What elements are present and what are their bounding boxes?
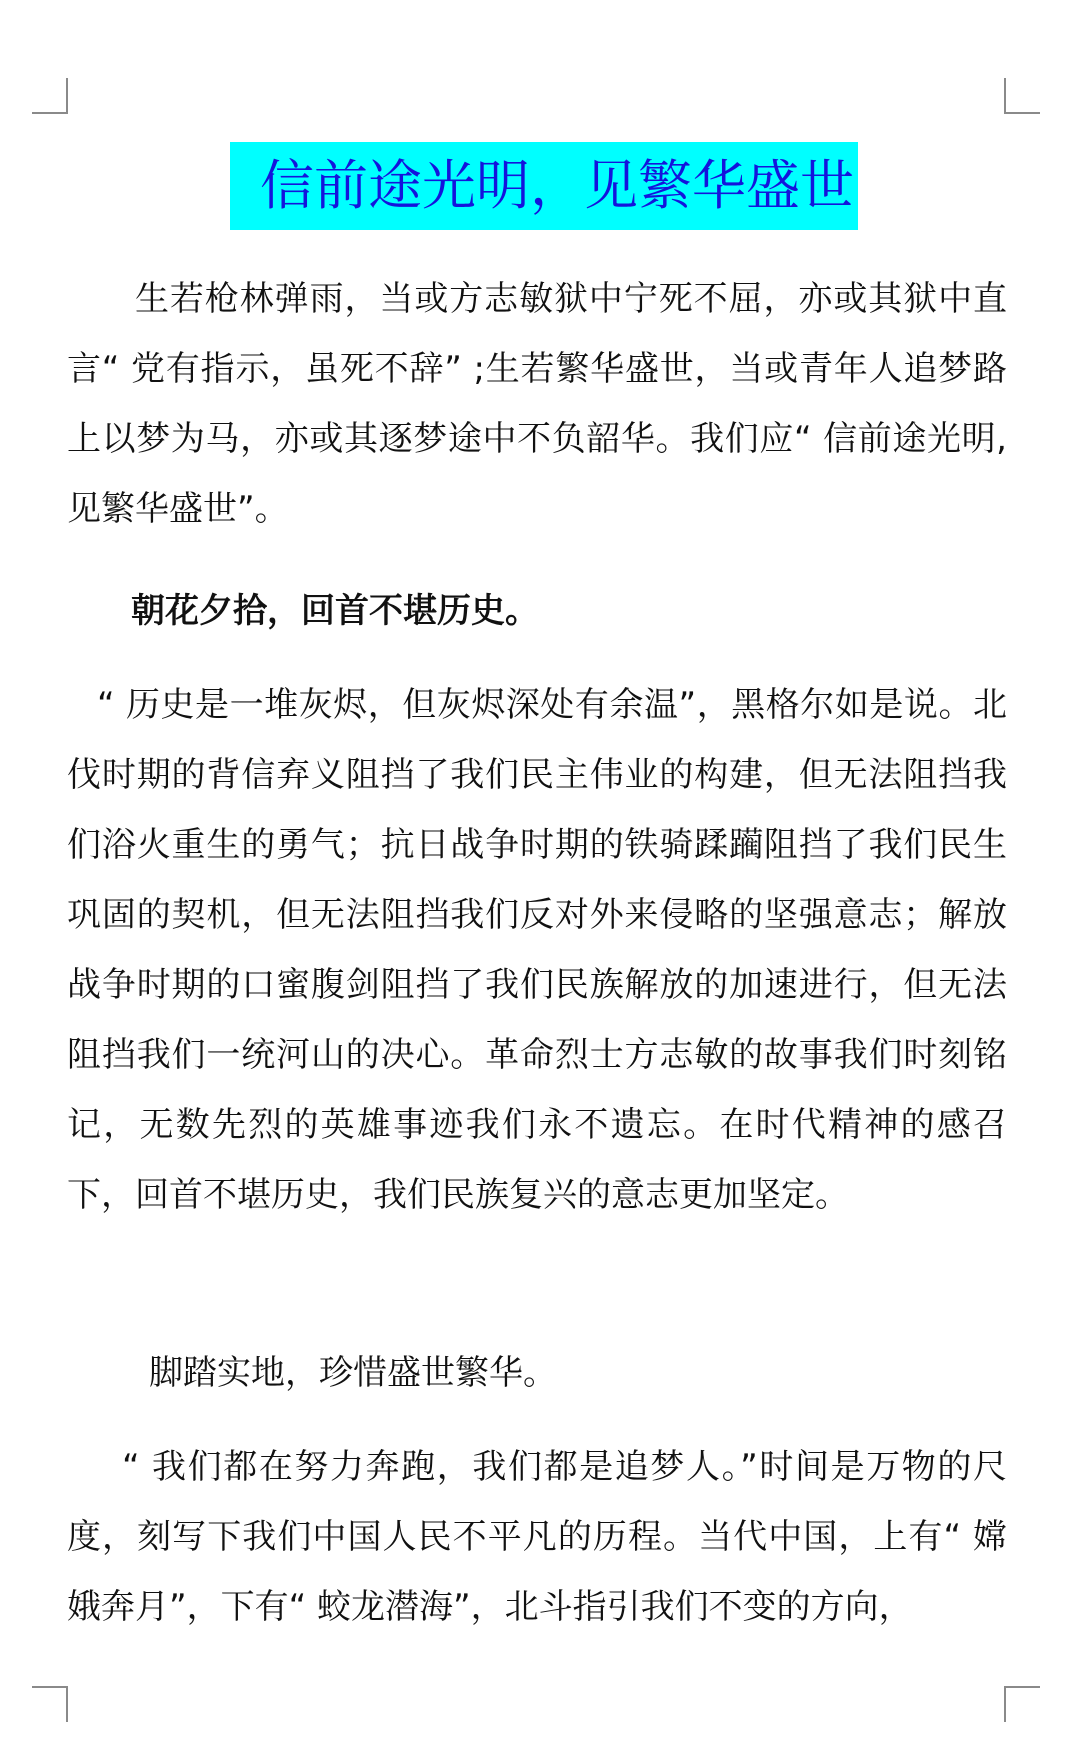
paragraph-history: “ 历史是一堆灰烬，但灰烬深处有余温”，黑格尔如是说。北伐时期的背信弃义阻挡了我们民主伟业的构建，但无法阻挡我们浴火重生的勇气；抗日战争时期的铁骑蹂躏阻挡了我们民生巩固的契机，但无法阻挡我们反对外来侵略的坚强意志；解放战争时期的口蜜腹剑阻挡了我们民族解放的加速进行，但无法阻挡我们一统河山的决心。革命烈士方志敏的故事我们时刻铭记，无数先烈的英雄事迹我们永不遗忘。在时代精神的感召下，回首不堪历史，我们民族复兴的意志更加坚定。: [67, 685, 1007, 1215]
corner-mark-bottom-left: [32, 1686, 68, 1722]
document-title: 信前途光明，见繁华盛世: [230, 142, 858, 230]
corner-mark-bottom-right: [1004, 1686, 1040, 1722]
section-heading-history: 朝花夕拾，回首不堪历史。: [131, 591, 539, 631]
title-container: [0, 142, 1080, 230]
paragraph-intro: 生若枪林弹雨，当或方志敏狱中宁死不屈，亦或其狱中直言“ 党有指示，虽死不辞” ;生若繁华盛世，当或青年人追梦路上以梦为马，亦或其逐梦途中不负韶华。我们应“ 信前途光明,见繁华盛世”。: [67, 279, 1007, 529]
paragraph-present: “ 我们都在努力奔跑，我们都是追梦人。”时间是万物的尺度，刻写下我们中国人民不平凡的历程。当代中国，上有“ 嫦娥奔月”，下有“ 蛟龙潜海”，北斗指引我们不变的方向，: [67, 1447, 1007, 1627]
corner-mark-top-left: [32, 78, 68, 114]
corner-mark-top-right: [1004, 78, 1040, 114]
section-heading-present: 脚踏实地，珍惜盛世繁华。: [149, 1353, 557, 1393]
